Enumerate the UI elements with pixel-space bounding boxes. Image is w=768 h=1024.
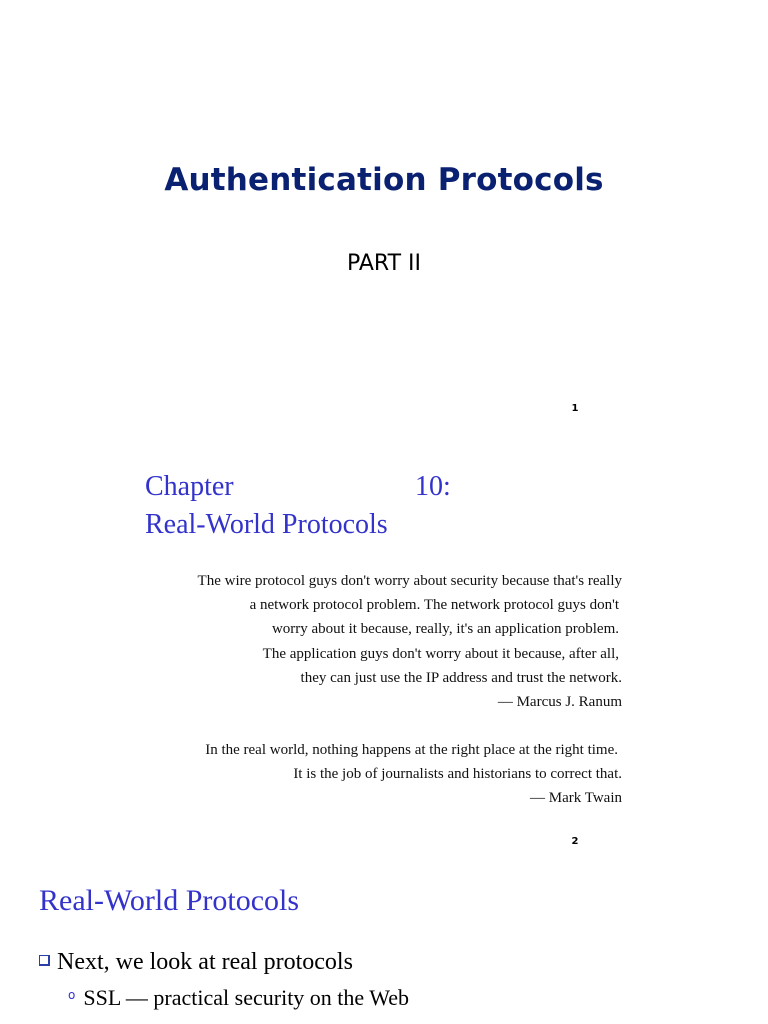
quote-line: worry about it because, really, it's an application problem. xyxy=(271,621,619,638)
sub-bullet-text: SSL — practical security on the Web xyxy=(83,985,410,1010)
quote-line: a network protocol problem. The network protocol guys don't xyxy=(249,597,619,614)
quote-line: In the real world, nothing happens at the right place at the right time. xyxy=(205,742,618,758)
sub-bullet-item xyxy=(68,985,409,1011)
quote-line: The wire protocol guys don't worry about security because that's really xyxy=(197,573,622,589)
quote-line: they can just use the IP address and trust the network. xyxy=(300,669,622,686)
slide-number: 2 xyxy=(571,836,579,847)
slide-title: Authentication Protocols xyxy=(164,162,604,198)
quote-line: It is the job of journalists and historians to correct that. xyxy=(293,766,622,783)
bullet-item xyxy=(39,949,353,976)
quote-twain xyxy=(122,738,622,811)
slide-number: 1 xyxy=(571,403,579,414)
quote-attribution: — Marcus J. Ranum xyxy=(497,694,622,711)
slide-title: Real-World Protocols xyxy=(39,884,300,917)
quote-line: The application guys don't worry about it because, after all, xyxy=(262,645,619,662)
chapter-title: Real-World Protocols xyxy=(145,509,388,540)
quote-attribution: — Mark Twain xyxy=(530,790,622,807)
square-bullet-icon xyxy=(39,955,50,966)
slide-subtitle: PART II xyxy=(346,251,421,276)
chapter-label: Chapter xyxy=(145,471,234,502)
quote-ranum xyxy=(122,569,622,714)
circle-bullet-icon: o xyxy=(68,988,76,1002)
bullet-text: Next, we look at real protocols xyxy=(57,949,353,975)
chapter-number: 10: xyxy=(415,471,451,502)
